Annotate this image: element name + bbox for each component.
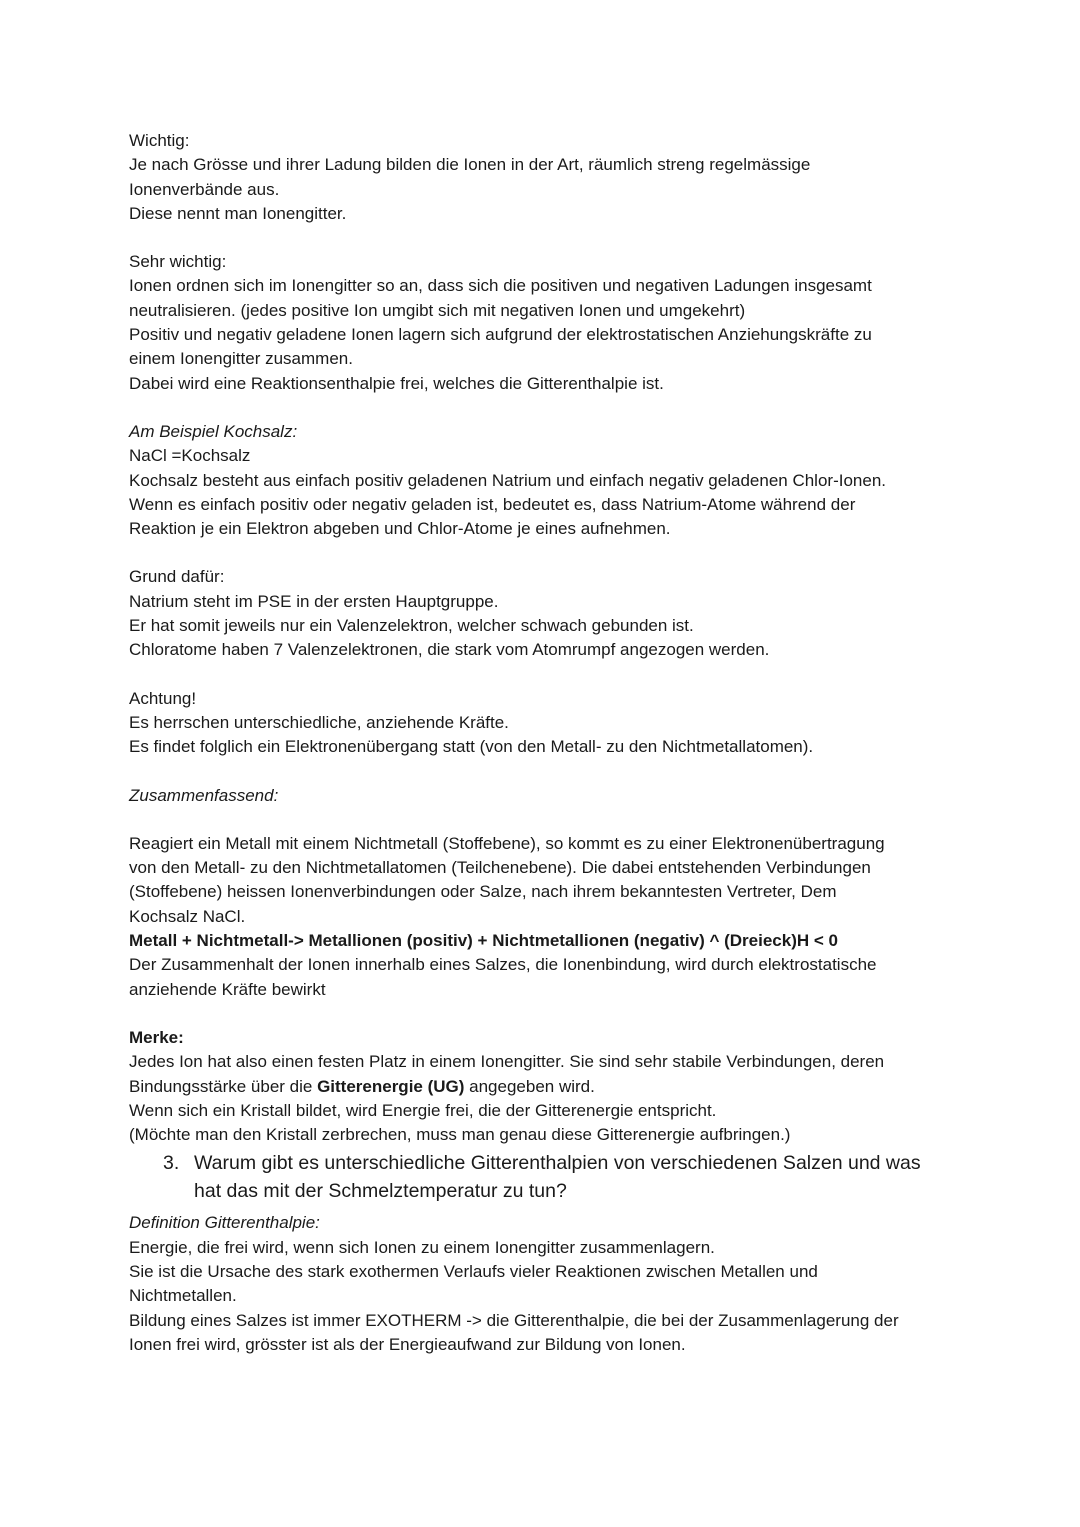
paragraph-line: anziehende Kräfte bewirkt (129, 979, 326, 999)
section-title: Wichtig: (129, 131, 190, 150)
paragraph-line: Wenn es einfach positiv oder negativ geladen ist, bedeutet es, dass Natrium-Atome während der (129, 494, 856, 514)
paragraph-line: Je nach Grösse und ihrer Ladung bilden die Ionen in der Art, räumlich streng regelmässige (129, 155, 811, 175)
paragraph-line: NaCl =Kochsalz (129, 446, 251, 466)
paragraph-line-mixed (129, 1075, 969, 1099)
paragraph-line: Ionen frei wird, grösster ist als der Energieaufwand zur Bildung von Ionen. (129, 1334, 686, 1354)
paragraph-line: Reaktion je ein Elektron abgeben und Chlor-Atome je eines aufnehmen. (129, 519, 671, 539)
text-run: angegeben wird. (464, 1076, 595, 1096)
paragraph-line: einem Ionengitter zusammen. (129, 349, 353, 369)
paragraph-line: von den Metall- zu den Nichtmetallatomen (Teilchenebene). Die dabei entstehenden Verbindungen (129, 858, 871, 878)
section-title: Achtung! (129, 688, 197, 708)
paragraph-line: (Stoffebene) heissen Ionenverbindungen oder Salze, nach ihrem bekanntesten Vertreter, Dem (129, 882, 837, 902)
paragraph-line: Reagiert ein Metall mit einem Nichtmetall (Stoffebene), so kommt es zu einer Elektronenübertragung (129, 833, 885, 853)
paragraph-line: Ionen ordnen sich im Ionengitter so an, dass sich die positiven und negativen Ladungen insgesamt (129, 276, 872, 296)
paragraph-line: neutralisieren. (jedes positive Ion umgibt sich mit negativen Ionen und umgekehrt) (129, 300, 746, 320)
question-number: 3. (163, 1152, 180, 1175)
section-achtung (129, 687, 969, 760)
paragraph-line: Dabei wird eine Reaktionsenthalpie frei, welches die Gitterenthalpie ist. (129, 373, 664, 393)
paragraph-line: Er hat somit jeweils nur ein Valenzelektron, welcher schwach gebunden ist. (129, 616, 694, 636)
section-sehr-wichtig (129, 250, 969, 396)
paragraph-line: Kochsalz besteht aus einfach positiv geladenen Natrium und einfach negativ geladenen Chlor-Ionen. (129, 470, 886, 490)
paragraph-line: Diese nennt man Ionengitter. (129, 203, 347, 223)
section-beispiel-kochsalz (129, 420, 969, 541)
paragraph-line: Ionenverbände aus. (129, 179, 280, 199)
section-title: Zusammenfassend: (129, 785, 279, 805)
question-line: Warum gibt es unterschiedliche Gitterenthalpien von verschiedenen Salzen und was (194, 1152, 921, 1175)
question-line: hat das mit der Schmelztemperatur zu tun? (194, 1180, 567, 1203)
section-title: Merke: (129, 1027, 184, 1047)
reaction-formula: Metall + Nichtmetall-> Metallionen (positiv) + Nichtmetallionen (negativ) ^ (Dreieck)H < 0 (129, 931, 838, 951)
paragraph-line: Sie ist die Ursache des stark exothermen Verlaufs vieler Reaktionen zwischen Metallen und (129, 1261, 818, 1281)
paragraph-line: Es herrschen unterschiedliche, anziehende Kräfte. (129, 712, 509, 732)
paragraph-line: Es findet folglich ein Elektronenübergang statt (von den Metall- zu den Nichtmetallatomen). (129, 737, 814, 757)
section-definition (129, 1211, 969, 1357)
section-wichtig (129, 129, 969, 226)
question-heading (163, 1149, 969, 1205)
bold-term: Gitterenergie (UG) (317, 1076, 465, 1096)
section-title: Am Beispiel Kochsalz: (129, 421, 298, 441)
paragraph-line: Chloratome haben 7 Valenzelektronen, die stark vom Atomrumpf angezogen werden. (129, 640, 770, 660)
paragraph-line: Kochsalz NaCl. (129, 906, 246, 926)
paragraph-line: Jedes Ion hat also einen festen Platz in einem Ionengitter. Sie sind sehr stabile Verbindungen, deren (129, 1052, 885, 1072)
paragraph-line: Nichtmetallen. (129, 1286, 237, 1306)
section-merke (129, 1026, 969, 1147)
paragraph-line: Wenn sich ein Kristall bildet, wird Energie frei, die der Gitterenergie entspricht. (129, 1100, 717, 1120)
section-title: Definition Gitterenthalpie: (129, 1213, 320, 1233)
section-grund (129, 565, 969, 662)
document-page (129, 129, 969, 1357)
paragraph-line: Positiv und negativ geladene Ionen lagern sich aufgrund der elektrostatischen Anziehungskräfte zu (129, 325, 872, 345)
section-zusammenfassend (129, 784, 969, 1002)
paragraph-line: (Möchte man den Kristall zerbrechen, muss man genau diese Gitterenergie aufbringen.) (129, 1125, 791, 1145)
paragraph-line: Bildung eines Salzes ist immer EXOTHERM -> die Gitterenthalpie, die bei der Zusammenlagerung der (129, 1310, 899, 1330)
paragraph-line: Energie, die frei wird, wenn sich Ionen zu einem Ionengitter zusammenlagern. (129, 1237, 715, 1257)
section-title: Sehr wichtig: (129, 252, 227, 272)
paragraph-line: Der Zusammenhalt der Ionen innerhalb eines Salzes, die Ionenbindung, wird durch elektrostatische (129, 955, 877, 975)
paragraph-line: Natrium steht im PSE in der ersten Hauptgruppe. (129, 591, 499, 611)
text-run: Bindungsstärke über die (129, 1076, 318, 1096)
section-title: Grund dafür: (129, 567, 225, 587)
